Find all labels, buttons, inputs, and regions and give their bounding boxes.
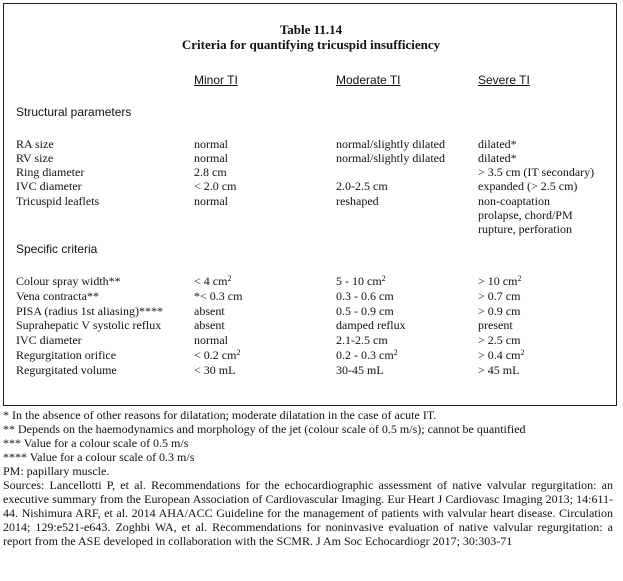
row-minor: *< 0.3 cm: [194, 289, 243, 303]
row-minor: < 2.0 cm: [194, 179, 237, 193]
row-severe: non-coaptation: [478, 194, 550, 208]
row-moderate: damped reflux: [336, 318, 406, 332]
row-minor: < 0.2 $cm^2$: [194, 348, 241, 362]
footnote: *** Value for a colour scale of 0.5 m/s: [3, 436, 189, 450]
superscript: 2: [381, 274, 386, 283]
row-moderate: normal/slightly dilated: [336, 137, 445, 151]
row-severe: dilated*: [478, 151, 517, 165]
row-severe: > 0.9 cm: [478, 304, 521, 318]
row-severe: > 10 $cm^2$: [478, 274, 522, 288]
row-minor: absent: [194, 318, 225, 332]
row-param: IVC diameter: [16, 333, 82, 347]
superscript: 2: [393, 348, 398, 357]
row-minor: normal: [194, 333, 228, 347]
row-param: Regurgitation orifice: [16, 348, 117, 362]
row-param: RV size: [16, 151, 54, 165]
row-param: Tricuspid leaflets: [16, 194, 100, 208]
superscript: 2: [520, 348, 525, 357]
row-moderate: 0.3 - 0.6 cm: [336, 289, 394, 303]
row-param: Suprahepatic V systolic reflux: [16, 318, 162, 332]
row-severe-continued: rupture, perforation: [478, 222, 572, 236]
row-minor: normal: [194, 137, 228, 151]
footnote: * In the absence of other reasons for dilatation; moderate dilatation in the case of acute IT.: [3, 408, 437, 422]
row-severe-continued: prolapse, chord/PM: [478, 208, 573, 222]
row-param: RA size: [16, 137, 54, 151]
row-minor: normal: [194, 151, 228, 165]
table-title: Criteria for quantifying tricuspid insufficiency: [181, 37, 441, 52]
row-severe: > 0.7 cm: [478, 289, 521, 303]
sources-text: Sources: Lancellotti P, et al. Recommendations for the echocardiographic assessment of native valvular regurgitation: an executive summary from the European Association of Cardiovascular Imaging. Eur Heart J Cardiovasc Imaging 2013; 14:611-44. Nishimura ARF, et al. 2014 AHA/ACC Guideline for the management of patients with valvular heart disease. Circulation 2014; 129:e521-e643. Zoghbi WA, et al. Recommendations for noninvasive evaluation of native valvular regurgitation: a report from the ASE developed in collaboration with the SCMR. J Am Soc Echocardiogr 2017; 30:303-71: [3, 478, 613, 548]
superscript: 2: [517, 274, 522, 283]
row-severe: > 2.5 cm: [478, 333, 521, 347]
row-moderate: 0.2 - 0.3 $cm^2$: [336, 348, 398, 362]
row-minor: 2.8 cm: [194, 165, 227, 179]
row-moderate: normal/slightly dilated: [336, 151, 445, 165]
row-severe: dilated*: [478, 137, 517, 151]
section-heading-specific: Specific criteria: [16, 242, 98, 256]
row-severe: expanded (> 2.5 cm): [478, 179, 578, 193]
row-moderate: 30-45 mL: [336, 363, 384, 377]
superscript: 2: [227, 274, 232, 283]
row-minor: absent: [194, 304, 225, 318]
footnote: **** Value for a colour scale of 0.3 m/s: [3, 450, 195, 464]
column-header-minor: Minor TI: [194, 73, 238, 87]
row-moderate: reshaped: [336, 194, 379, 208]
footnotes: [3, 408, 613, 548]
row-moderate: 0.5 - 0.9 cm: [336, 304, 394, 318]
row-moderate: 2.0-2.5 cm: [336, 179, 388, 193]
table-number: Table 11.14: [279, 22, 343, 37]
row-severe: present: [478, 318, 513, 332]
row-minor: < 4 $cm^2$: [194, 274, 232, 288]
row-param: Ring diameter: [16, 165, 85, 179]
row-severe: > 3.5 cm (IT secondary): [478, 165, 595, 179]
row-param: Colour spray width**: [16, 274, 121, 288]
row-severe: > 0.4 $cm^2$: [478, 348, 525, 362]
row-param: Vena contracta**: [16, 289, 99, 303]
row-param: Regurgitated volume: [16, 363, 117, 377]
footnote: PM: papillary muscle.: [3, 464, 110, 478]
row-minor: < 30 mL: [194, 363, 236, 377]
column-header-moderate: Moderate TI: [336, 73, 401, 87]
row-severe: > 45 mL: [478, 363, 520, 377]
section-heading-structural: Structural parameters: [16, 105, 132, 119]
row-minor: normal: [194, 194, 228, 208]
footnote: ** Depends on the haemodynamics and morphology of the jet (colour scale of 0.5 m/s); cannot be quantified: [3, 422, 526, 436]
row-param: PISA (radius 1st aliasing)****: [16, 304, 163, 318]
column-header-severe: Severe TI: [478, 73, 530, 87]
row-moderate: 5 - 10 $cm^2$: [336, 274, 386, 288]
row-moderate: 2.1-2.5 cm: [336, 333, 388, 347]
table-frame: [3, 3, 617, 406]
superscript: 2: [236, 348, 241, 357]
row-param: IVC diameter: [16, 179, 82, 193]
